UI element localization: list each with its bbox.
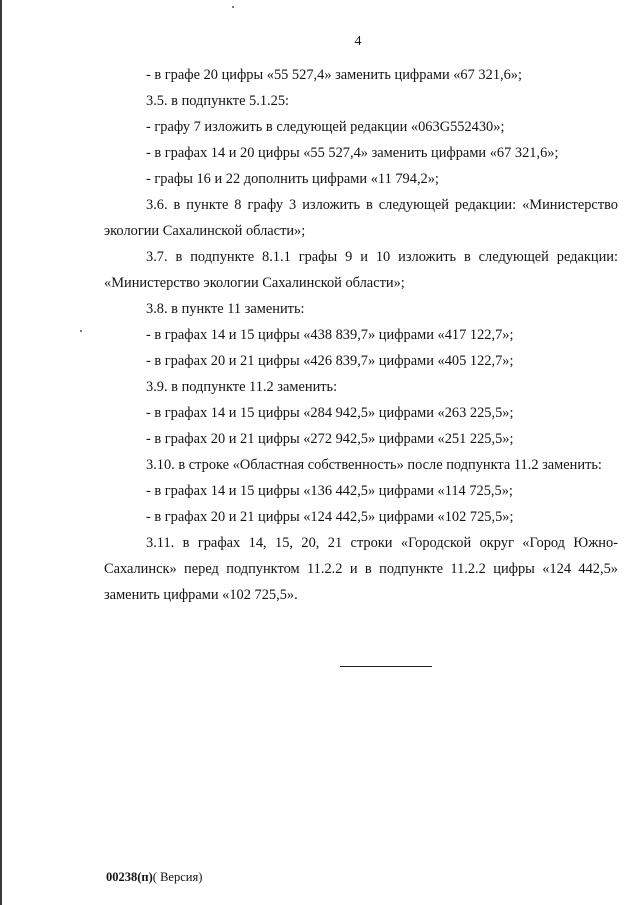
paragraph: 3.6. в пункте 8 графу 3 изложить в следующей редакции: «Министерство экологии Сахалинской области»; (104, 197, 618, 239)
paragraph: - в графах 14 и 15 цифры «284 942,5» цифрами «263 225,5»; (146, 405, 514, 421)
paragraph: - в графе 20 цифры «55 527,4» заменить цифрами «67 321,6»; (146, 67, 522, 83)
paragraph: - в графах 14 и 15 цифры «136 442,5» цифрами «114 725,5»; (146, 483, 513, 499)
paragraph: - в графах 14 и 15 цифры «438 839,7» цифрами «417 122,7»; (146, 327, 514, 343)
paragraph: 3.11. в графах 14, 15, 20, 21 строки «Городской округ «Город Южно-Сахалинск» перед подпунктом 11.2.2 и в подпункте 11.2.2 цифры «124 442,5» заменить цифрами «102 725,5». (104, 535, 618, 603)
paragraph: 3.7. в подпункте 8.1.1 графы 9 и 10 изложить в следующей редакции: «Министерство экологии Сахалинской области»; (104, 249, 618, 291)
page-number: 4 (354, 34, 362, 49)
footer-code-version: ( Версия) (152, 870, 203, 884)
footer-code-number: 00238(п) (106, 870, 153, 884)
paragraph: - в графах 20 и 21 цифры «124 442,5» цифрами «102 725,5»; (146, 509, 514, 525)
paragraph: - в графах 20 и 21 цифры «426 839,7» цифрами «405 122,7»; (146, 353, 514, 369)
paragraph: 3.9. в подпункте 11.2 заменить: (146, 379, 338, 395)
paragraph: 3.10. в строке «Областная собственность» после подпункта 11.2 заменить: (146, 457, 602, 473)
paragraph: - графы 16 и 22 дополнить цифрами «11 794,2»; (146, 171, 439, 187)
end-divider-line (340, 666, 432, 667)
scan-speck (232, 6, 234, 8)
paragraph: - в графах 14 и 20 цифры «55 527,4» заменить цифрами «67 321,6»; (146, 145, 559, 161)
scan-edge-line (0, 0, 2, 905)
scan-speck (80, 330, 82, 332)
document-body (104, 62, 618, 608)
paragraph: 3.8. в пункте 11 заменить: (146, 301, 305, 317)
footer-document-code (106, 870, 202, 885)
paragraph: - в графах 20 и 21 цифры «272 942,5» цифрами «251 225,5»; (146, 431, 514, 447)
paragraph: 3.5. в подпункте 5.1.25: (146, 93, 290, 109)
paragraph: - графу 7 изложить в следующей редакции «063G552430»; (146, 119, 505, 135)
